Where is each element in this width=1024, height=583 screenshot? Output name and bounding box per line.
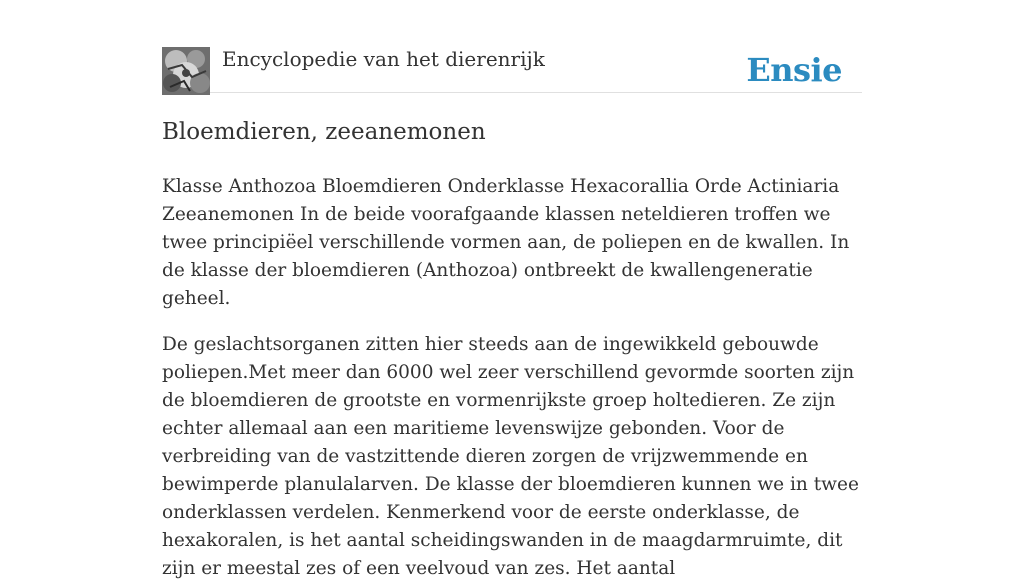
article-paragraph-1: Klasse Anthozoa Bloemdieren Onderklasse Hexacorallia Orde Actiniaria Zeeanemonen In de beide voorafgaande klassen neteldieren troffen we twee principiëel verschillende vormen aan, de poliepen en de kwallen. In de klasse der bloemdieren (Anthozoa) ontbreekt de kwallengeneratie geheel. [162,176,850,309]
article-paragraph-2: De geslachtsorganen zitten hier steeds aan de ingewikkeld gebouwde poliepen.Met meer dan 6000 wel zeer verschillend gevormde soorten zijn de bloemdieren de grootste en vormenrijkste groep holtedieren. Ze zijn echter allemaal aan een maritieme levenswijze gebonden. Voor de verbreiding van de vastzittende dieren zorgen de vrijzwemmende en bewimperde planulalarven. De klasse der bloemdieren kunnen we in twee onderklassen verdelen. Kenmerkend voor de eerste onderklasse, de hexakoralen, is het aantal scheidingswanden in de maagdarmruimte, dit zijn er meestal zes of een veelvoud van zes. Het aantal [162,334,859,579]
animal-photo-avatar[interactable] [162,47,210,95]
page [162,0,862,583]
article-title: Bloemdieren, zeeanemonen [162,119,486,145]
header [162,0,862,93]
ensie-logo[interactable]: Ensie [746,51,842,89]
avatar-image-icon [162,47,210,95]
collection-title[interactable]: Encyclopedie van het dierenrijk [222,47,545,71]
